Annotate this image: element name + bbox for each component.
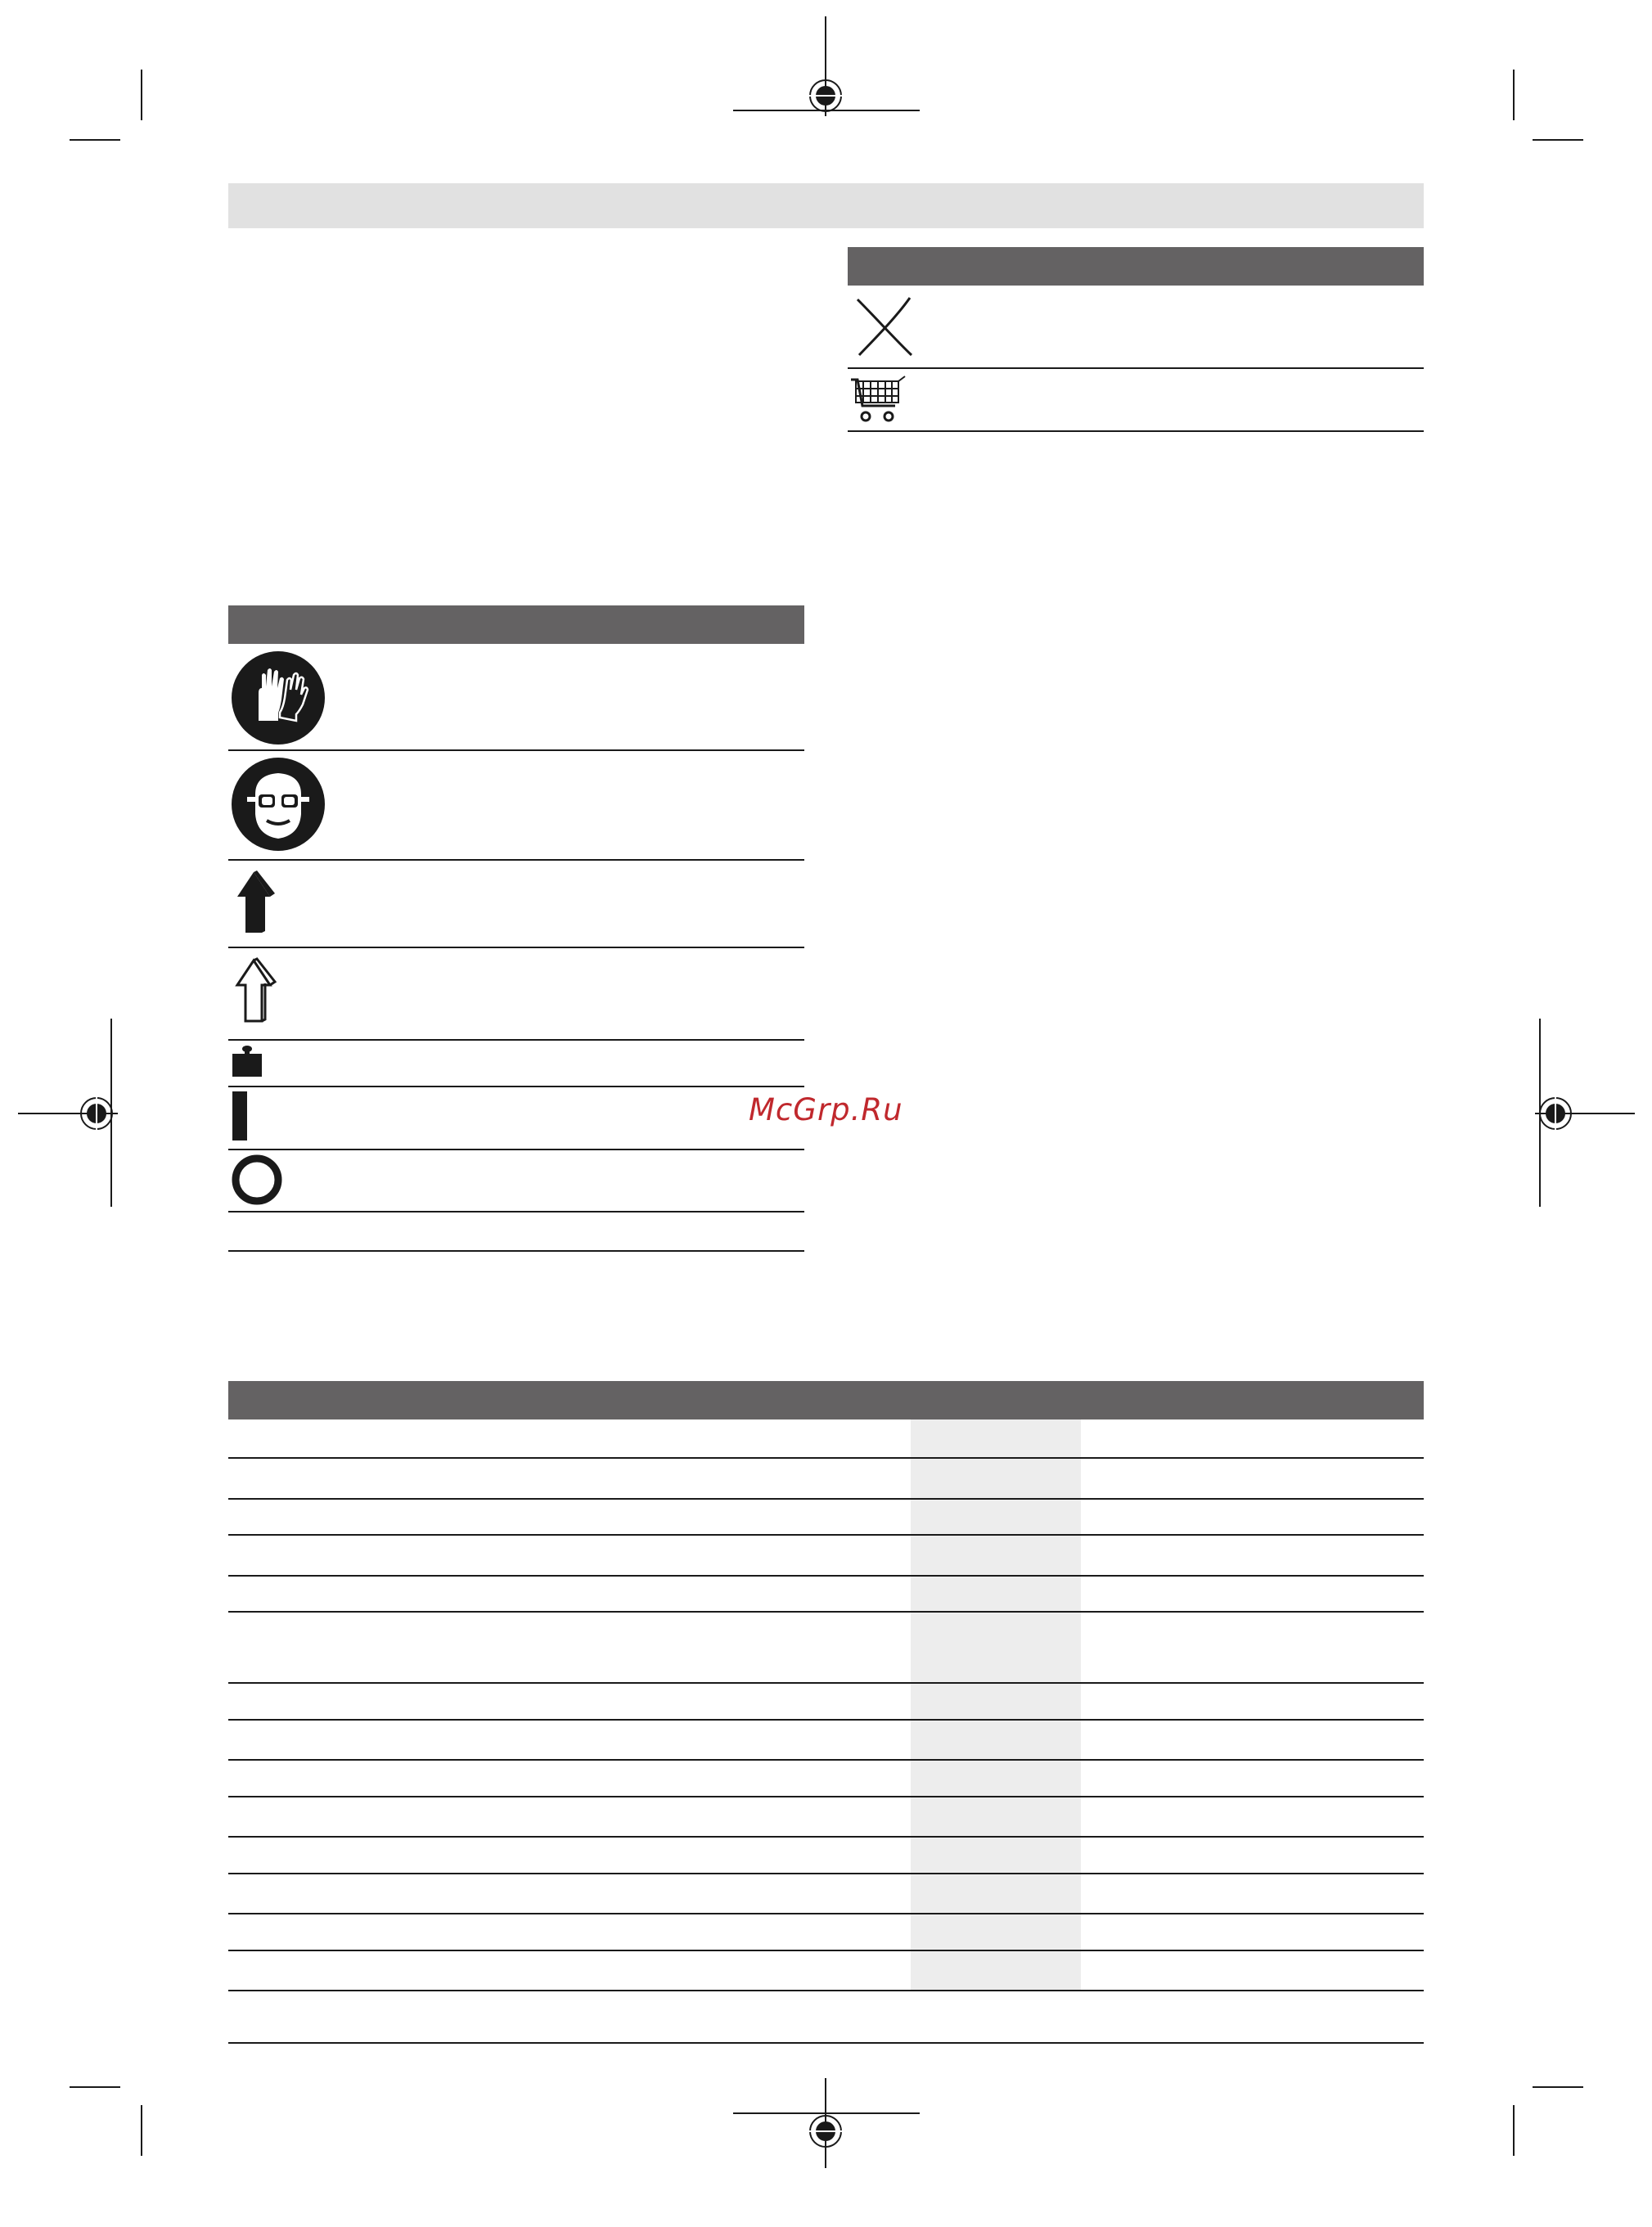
table-row-divider xyxy=(228,749,804,751)
table-row-divider xyxy=(228,1719,1424,1721)
table-row-divider xyxy=(228,1759,1424,1761)
table-row-divider xyxy=(228,2042,1424,2044)
weight-icon xyxy=(231,1044,263,1078)
safety-glasses-icon xyxy=(231,757,326,852)
registration-target-icon xyxy=(808,2114,843,2148)
registration-target-icon xyxy=(808,79,843,113)
table-row-divider xyxy=(228,1611,1424,1613)
crop-mark xyxy=(1533,2086,1583,2088)
crop-mark xyxy=(1513,70,1515,120)
table-row-divider xyxy=(848,430,1424,432)
table-row-divider xyxy=(228,859,804,861)
table-row-divider xyxy=(228,1039,804,1041)
specs-table-header xyxy=(228,1381,1424,1419)
table-row-divider xyxy=(228,1873,1424,1874)
crop-mark xyxy=(1533,139,1583,141)
bar-icon xyxy=(232,1091,247,1140)
table-row-divider xyxy=(228,1534,1424,1536)
crop-mark xyxy=(70,2086,120,2088)
arrow-filled-icon xyxy=(232,867,283,936)
table-row-divider xyxy=(228,1086,804,1087)
symbols-table-header xyxy=(228,605,804,644)
registration-target-icon xyxy=(1538,1096,1573,1131)
table-row-divider xyxy=(228,1950,1424,1951)
table-row-divider xyxy=(848,367,1424,369)
crop-mark xyxy=(1513,2105,1515,2156)
arrow-outline-icon xyxy=(232,956,283,1024)
crop-mark xyxy=(141,70,142,120)
specs-value-column xyxy=(911,1419,1081,1990)
table-row-divider xyxy=(228,1498,1424,1500)
crop-mark xyxy=(141,2105,142,2156)
table-row-divider xyxy=(228,1149,804,1150)
crop-mark xyxy=(70,139,120,141)
table-row-divider xyxy=(228,1836,1424,1838)
table-row-divider xyxy=(228,1575,1424,1577)
table-row-divider xyxy=(228,1457,1424,1459)
shopping-cart-icon xyxy=(849,375,908,425)
registration-target-icon xyxy=(79,1096,114,1131)
watermark: McGrp.Ru xyxy=(749,1092,903,1127)
table-row-divider xyxy=(228,1682,1424,1684)
cross-icon xyxy=(851,293,918,360)
accessories-table-header xyxy=(848,247,1424,286)
table-row-divider xyxy=(228,947,804,948)
table-row-divider xyxy=(228,1211,804,1212)
table-row-divider xyxy=(228,1250,804,1252)
ring-icon xyxy=(231,1154,283,1206)
table-row-divider xyxy=(228,1990,1424,1991)
gloves-icon xyxy=(231,650,326,745)
table-row-divider xyxy=(228,1913,1424,1914)
page-header-band xyxy=(228,183,1424,228)
table-row-divider xyxy=(228,1796,1424,1797)
